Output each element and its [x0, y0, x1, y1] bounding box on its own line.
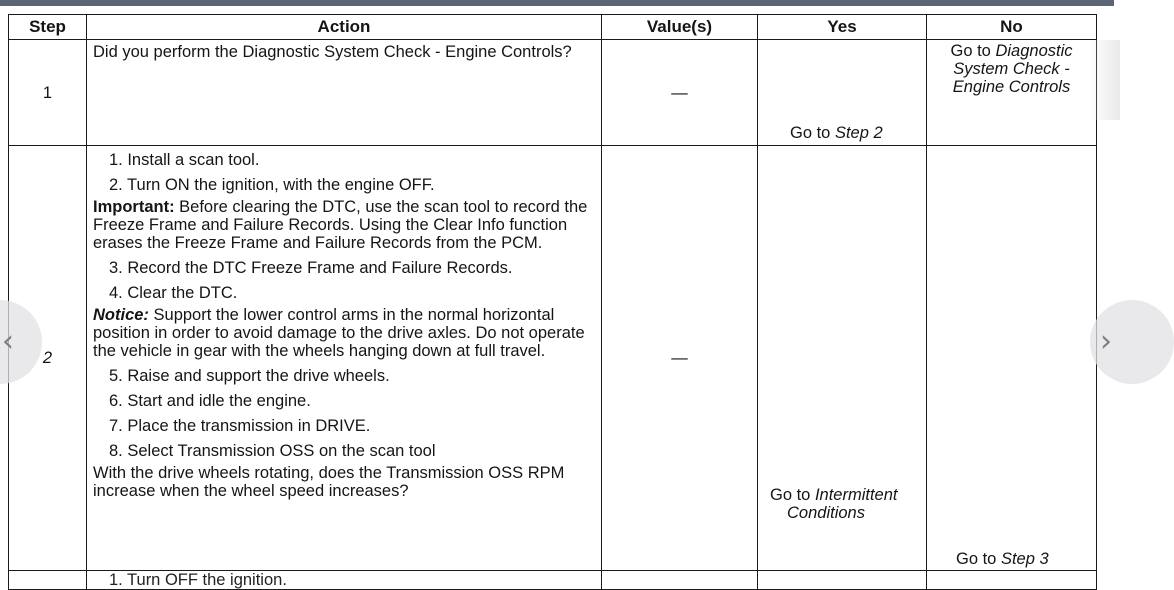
notice-note: Notice: Support the lower control arms in the normal horizontal position in order to avoid damage to the drive axles. Do not operate the vehicle in gear with the wheels hanging down at full travel. [93, 306, 585, 360]
list-item: 4. Clear the DTC. [109, 284, 238, 302]
yes-cell [758, 146, 927, 571]
table-row [9, 571, 1097, 590]
table-row [9, 40, 1097, 146]
question-text: Did you perform the Diagnostic System Check - Engine Controls? [93, 43, 572, 61]
table-row [9, 146, 1097, 571]
header-yes: Yes [758, 15, 927, 40]
list-item: 1. Turn OFF the ignition. [109, 571, 287, 589]
action-cell [87, 146, 602, 571]
header-action: Action [87, 15, 602, 40]
chevron-left-icon: ‹ [2, 324, 14, 359]
diagnostic-table [8, 14, 1097, 590]
yes-cell [758, 40, 927, 146]
action-cell [87, 571, 602, 590]
no-link[interactable]: Go to Step 3 [956, 550, 1049, 568]
list-item: 5. Raise and support the drive wheels. [109, 367, 390, 385]
list-item: 6. Start and idle the engine. [109, 392, 311, 410]
yes-link[interactable]: Go to Step 2 [790, 124, 883, 142]
no-link[interactable]: Go to Diagnostic System Check - Engine Controls [950, 42, 1073, 96]
next-page-button[interactable] [1090, 300, 1174, 384]
important-note: Important: Before clearing the DTC, use the scan tool to record the Freeze Frame and Failure Records. Using the Clear Info function erases the Freeze Frame and Failure Records from the PCM. [93, 198, 588, 252]
header-step: Step [9, 15, 87, 40]
list-item: 8. Select Transmission OSS on the scan tool [109, 442, 436, 460]
header-no: No [927, 15, 1097, 40]
header-row [9, 15, 1097, 40]
list-item: 2. Turn ON the ignition, with the engine OFF. [109, 176, 435, 194]
list-item: 1. Install a scan tool. [109, 151, 260, 169]
page-edge-shadow [1090, 40, 1120, 120]
list-item: 3. Record the DTC Freeze Frame and Failure Records. [109, 259, 513, 277]
value-dash: — [671, 83, 688, 102]
action-cell [87, 40, 602, 146]
step-number: 1 [9, 40, 87, 146]
step-number: 2 [9, 146, 87, 571]
list-item: 7. Place the transmission in DRIVE. [109, 417, 371, 435]
yes-link[interactable]: Go to Intermittent Conditions [770, 486, 898, 522]
no-cell [927, 146, 1097, 571]
value-cell [602, 40, 758, 146]
no-cell [927, 40, 1097, 146]
header-values: Value(s) [602, 15, 758, 40]
window-top-bar [0, 0, 1114, 6]
value-dash: — [671, 349, 688, 367]
chevron-right-icon: › [1100, 324, 1112, 359]
value-cell [602, 146, 758, 571]
question-text: With the drive wheels rotating, does the Transmission OSS RPM increase when the wheel speed increases? [93, 464, 565, 500]
